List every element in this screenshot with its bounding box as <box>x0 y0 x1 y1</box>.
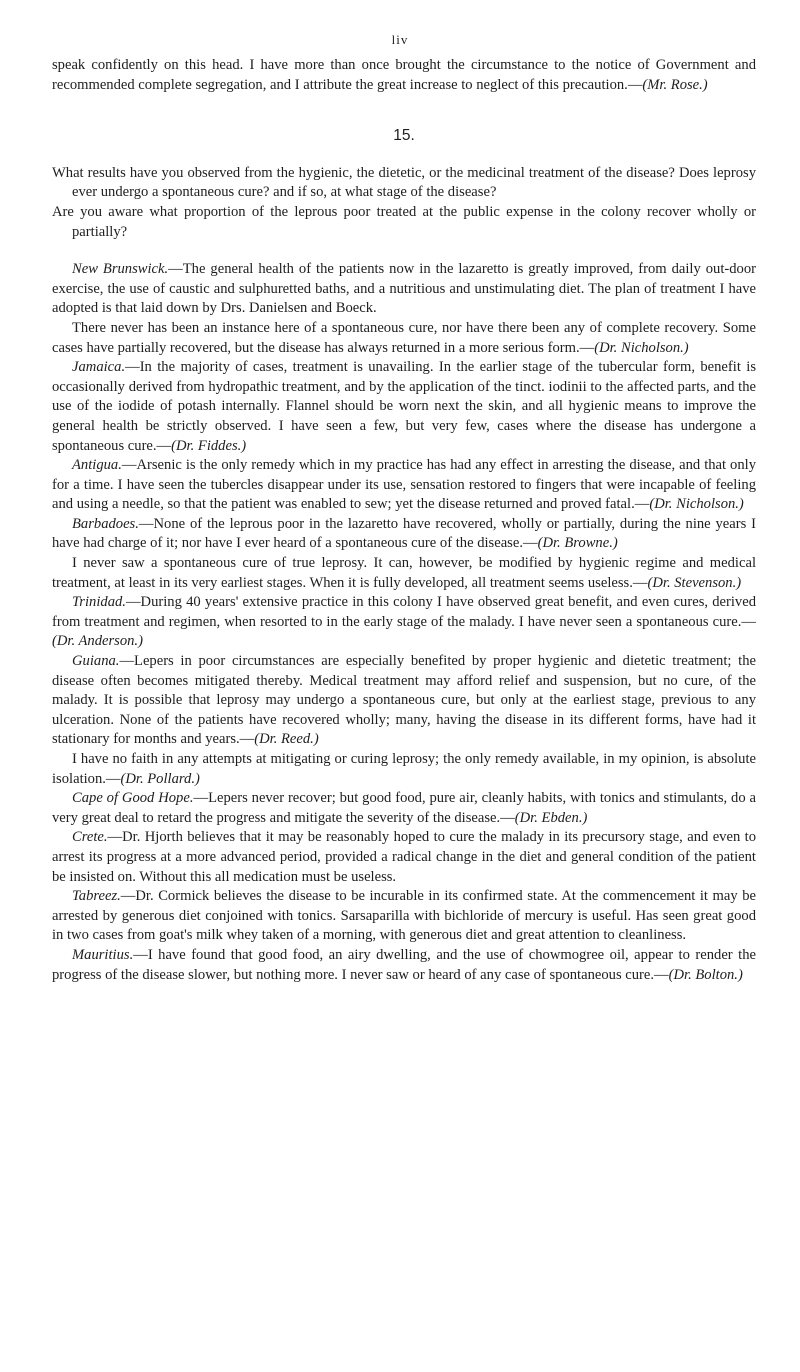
answer-signature: (Dr. Stevenson.) <box>647 574 742 591</box>
answer-text: —None of the leprous poor in the lazaretto have recovered, wholly or partially, during the nine years I have had charge of it; nor have I ever heard of a spontaneous cure of the disease.— <box>52 515 756 552</box>
answer-paragraph <box>52 260 756 319</box>
answer-place: Cape of Good Hope. <box>72 790 194 807</box>
answer-text: —Dr. Cormick believes the disease to be incurable in its confirmed state. At the commencement it may be arrested by generous diet conjoined with tonics. Sarsaparilla with bichloride of mercury is useful. Has seen great good in two cases from goat's milk whey taken of a morning, with generous diet and great attention to cleanliness. <box>52 888 756 944</box>
answer-text: —During 40 years' extensive practice in this colony I have observed great benefit, and even cures, derived from treatment and regimen, when resorted to in the early stage of the malady. I have never seen a spontaneous cure.— <box>52 594 756 630</box>
answer-text: There never has been an instance here of a spontaneous cure, nor have there been any of complete recovery. Some cases have partially recovered, but the disease has always returned in a more serious form.— <box>52 319 756 356</box>
answer-place: Trinidad. <box>72 594 126 611</box>
answer-text: —Lepers in poor circumstances are especially benefited by proper hygienic and dietetic treatment; the disease often becomes mitigated thereby. Medical treatment may afford relief and suspension, but no cure, of the malady. It is possible that leprosy may undergo a spontaneous cure, but only at the earliest stage, previous to any ulceration. None of the patients have recovered wholly; many, having the disease in its different forms, have had it stationary for months and years.— <box>52 653 756 748</box>
answer-signature: (Dr. Bolton.) <box>668 966 743 983</box>
answer-signature: (Dr. Pollard.) <box>120 770 200 787</box>
answer-paragraph <box>52 515 756 554</box>
answer-paragraph <box>52 887 756 946</box>
answer-place: Crete. <box>72 829 108 846</box>
answer-paragraph <box>52 750 756 789</box>
answer-paragraph <box>52 593 756 652</box>
answer-paragraph <box>52 554 756 593</box>
answer-signature: (Dr. Browne.) <box>537 535 618 552</box>
answer-paragraph <box>52 789 756 828</box>
answer-signature: (Dr. Nicholson.) <box>594 339 689 356</box>
answer-signature: (Dr. Anderson.) <box>52 633 143 650</box>
page-number: liv <box>391 32 409 47</box>
answer-paragraph <box>52 319 756 358</box>
answer-paragraph <box>52 828 756 887</box>
answer-place: Mauritius. <box>72 946 134 963</box>
answer-text: —I have found that good food, an airy dwelling, and the use of chowmogree oil, appear to render the progress of the disease slower, but nothing more. I never saw or heard of any case of spontaneous cure.— <box>52 946 756 983</box>
section-number: 15. <box>393 127 415 145</box>
answer-text: —The general health of the patients now in the lazaretto is greatly improved, from daily out-door exercise, the use of caustic and sulphuretted baths, and a nutritious and unstimulating diet. The plan of treatment I have adopted is that laid down by Drs. Danielsen and Boeck. <box>52 261 756 317</box>
answer-text: —Dr. Hjorth believes that it may be reasonably hoped to cure the malady in its precursory stage, and even to arrest its progress at a more advanced period, provided a radical change in the diet and general condition of the patient be insisted on. Without this all medication must be useless. <box>52 829 756 885</box>
answer-signature: (Dr. Nicholson.) <box>649 496 744 513</box>
answer-paragraph <box>52 358 756 456</box>
answer-signature: (Dr. Fiddes.) <box>171 437 247 454</box>
answer-text: I have no faith in any attempts at mitigating or curing leprosy; the only remedy available, in my opinion, is absolute isolation.— <box>52 751 756 787</box>
answer-list <box>52 260 756 985</box>
answer-place: Antigua. <box>72 457 122 474</box>
answer-signature: (Dr. Ebden.) <box>514 809 588 826</box>
answer-text: —Lepers never recover; but good food, pure air, cleanly habits, with tonics and stimulants, do a very great deal to retard the progress and mitigate the severity of the disease.— <box>52 790 756 826</box>
answer-place: Jamaica. <box>72 359 126 376</box>
opening-paragraph: speak confidently on this head. I have more than once brought the circumstance to the notice of Government and recommended complete segregation, and I attribute the great increase to neglect of this precaution.—(Mr. Rose.) <box>52 57 756 93</box>
opening-signature: (Mr. Rose.) <box>642 76 708 93</box>
answer-text: —In the majority of cases, treatment is unavailing. In the earlier stage of the tubercular form, benefit is occasionally derived from hydropathic treatment, and by the application of the tinct. iodinii to the affected parts, and the use of the iodide of potash internally. Flannel should be worn next the skin, and all hygienic means to improve the general health be strictly observed. I have seen a few, but very few, cases where the disease has undergone a spontaneous cure.— <box>52 359 756 454</box>
answer-place: Guiana. <box>72 653 120 670</box>
answer-text: —Arsenic is the only remedy which in my practice has had any effect in arresting the disease, and that only for a time. I have seen the tubercles disappear under its use, sensation restored to fingers that were incapable of feeling and using a needle, so that the patient was enabled to sew; yet the disease returned and proved fatal.— <box>52 457 756 513</box>
opening-text: speak confidently on this head. I have more than once brought the circumstance to the notice of Government and recommended complete segregation, and I attribute the great increase to neglect of this precaution. <box>52 57 756 93</box>
question: What results have you observed from the hygienic, the dietetic, or the medicinal treatment of the disease? Does leprosy ever undergo a spontaneous cure? and if so, at what stage of the disease? <box>52 164 756 201</box>
answer-text: I never saw a spontaneous cure of true leprosy. It can, however, be modified by hygienic regime and medical treatment, at least in its very earliest stages. When it is fully developed, all treatment seems useless.— <box>52 555 756 591</box>
answer-paragraph <box>52 652 756 750</box>
answer-paragraph <box>52 946 756 985</box>
question-list <box>52 164 756 242</box>
answer-signature: (Dr. Reed.) <box>254 731 319 748</box>
answer-place: Barbadoes. <box>72 515 139 532</box>
question: Are you aware what proportion of the leprous poor treated at the public expense in the colony recover wholly or partially? <box>52 203 756 240</box>
answer-place: New Brunswick. <box>72 261 169 278</box>
answer-place: Tabreez. <box>72 888 121 905</box>
answer-paragraph <box>52 456 756 515</box>
